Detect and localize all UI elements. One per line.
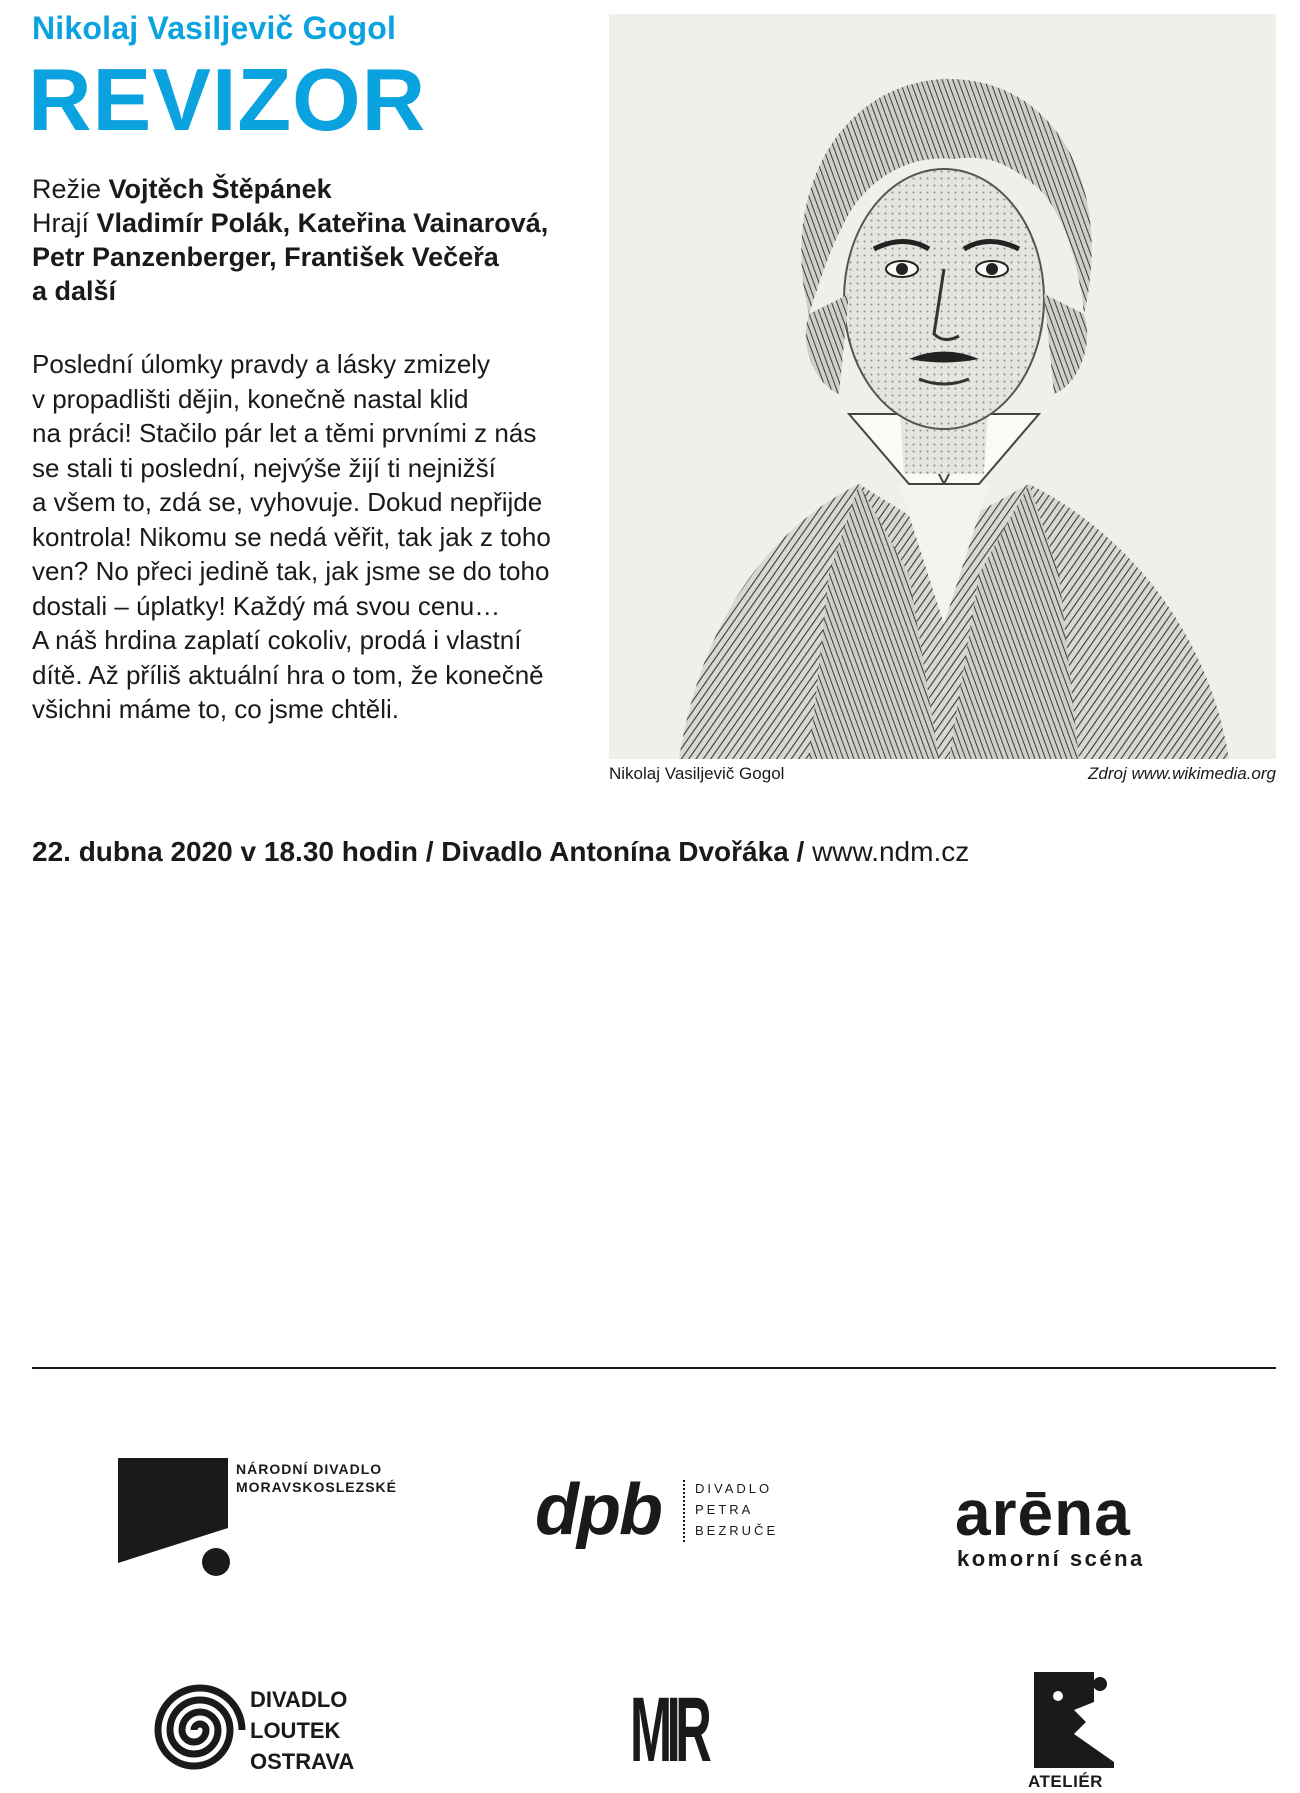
portrait-source: Zdroj www.wikimedia.org <box>1088 764 1276 783</box>
synopsis-line: dostali – úplatky! Každý má svou cenu… <box>32 590 501 621</box>
event-info <box>32 836 969 868</box>
dpb-line1: DIVADLO <box>695 1481 773 1496</box>
dlo-logo <box>152 1682 355 1782</box>
portrait-engraving <box>609 14 1276 759</box>
atelier-label: ATELIÉR <box>1028 1772 1103 1791</box>
synopsis-line: dítě. Až příliš aktuální hra o tom, že konečně <box>32 659 544 690</box>
cast-names-1: Vladimír Polák, Kateřina Vainarová, <box>96 208 549 238</box>
portrait-caption: Nikolaj Vasiljevič Gogol <box>609 764 785 783</box>
dlo-line3: OSTRAVA <box>250 1749 355 1774</box>
ndm-logo <box>118 1458 418 1578</box>
director-line <box>32 172 612 206</box>
spiral-icon <box>152 1682 248 1778</box>
dpb-line3: BEZRUČE <box>695 1523 779 1538</box>
cast-names-3: a další <box>32 276 117 306</box>
footer-divider <box>32 1367 1276 1369</box>
atelier-mask-icon <box>1034 1672 1114 1768</box>
dlo-line1: DIVADLO <box>250 1687 348 1712</box>
synopsis-line: v propadlišti dějin, konečně nastal klid <box>32 383 469 414</box>
synopsis-line: Poslední úlomky pravdy a lásky zmizely <box>32 349 491 379</box>
synopsis-line: ven? No přeci jedině tak, jak jsme se do toho <box>32 556 550 586</box>
arena-logo <box>955 1477 1195 1571</box>
cast-names-2: Petr Panzenberger, František Večeřa <box>32 242 499 272</box>
atelier-logo <box>1022 1672 1122 1793</box>
dpb-mark: dpb <box>535 1470 661 1550</box>
credits-block <box>32 172 612 308</box>
dpb-separator <box>683 1480 685 1542</box>
arena-subtitle: komorní scéna <box>957 1546 1145 1571</box>
synopsis-line: a všem to, zdá se, vyhovuje. Dokud nepřijde <box>32 487 543 517</box>
mir-logo <box>630 1679 710 1781</box>
director-label: Režie <box>32 174 102 204</box>
ndm-logo-mark <box>118 1458 238 1578</box>
synopsis <box>32 347 602 727</box>
synopsis-line: A náš hrdina zaplatí cokoliv, prodá i vlastní <box>32 625 522 655</box>
gogol-portrait <box>609 14 1276 759</box>
synopsis-line: na práci! Stačilo pár let a těmi prvními z nás <box>32 418 537 448</box>
ndm-line2: MORAVSKOSLEZSKÉ <box>236 1479 397 1495</box>
face <box>844 169 1044 429</box>
synopsis-line: se stali ti poslední, nejvýše žijí ti nejnižší <box>32 452 496 483</box>
play-title: REVIZOR <box>28 50 427 149</box>
cast-label: Hrají <box>32 208 90 238</box>
arena-mark: arēna <box>955 1477 1131 1549</box>
ndm-line1: NÁRODNÍ DIVADLO <box>236 1461 383 1477</box>
cast-line <box>32 206 612 240</box>
author-name: Nikolaj Vasiljevič Gogol <box>32 10 397 46</box>
dpb-logo <box>535 1470 805 1550</box>
dpb-line2: PETRA <box>695 1502 754 1517</box>
event-url[interactable]: www.ndm.cz <box>812 836 970 867</box>
director-name: Vojtěch Štěpánek <box>108 174 332 204</box>
mir-mark: MIR <box>630 1679 707 1781</box>
synopsis-line: kontrola! Nikomu se nedá věřit, tak jak z toho <box>32 521 551 552</box>
synopsis-line: všichni máme to, co jsme chtěli. <box>32 694 400 724</box>
event-date-venue: 22. dubna 2020 v 18.30 hodin / Divadlo Antonína Dvořáka / <box>32 836 805 867</box>
dlo-line2: LOUTEK <box>250 1718 341 1743</box>
